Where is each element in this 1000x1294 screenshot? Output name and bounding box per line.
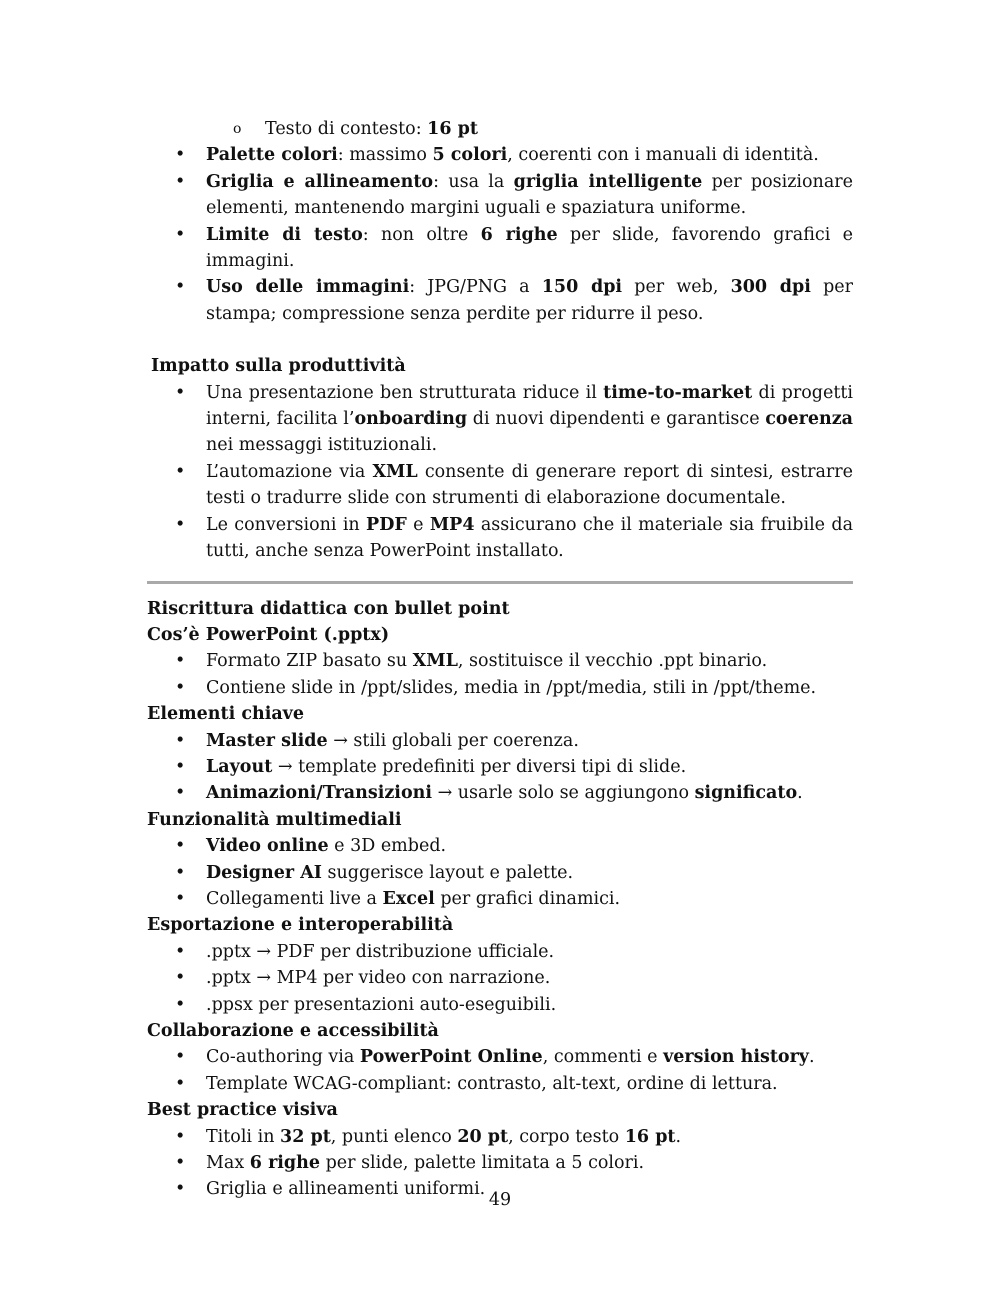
elementi-list [147, 728, 853, 807]
list-item: • Template WCAG-compliant: contrasto, alt-text, ordine di lettura. [147, 1071, 853, 1097]
list-item: • Layout → template predefiniti per diversi tipi di slide. [147, 754, 853, 780]
list-item: • Master slide → stili globali per coerenza. [147, 728, 853, 754]
list-item: • .ppsx per presentazioni auto-eseguibili. [147, 992, 853, 1018]
list-item: • Uso delle immagini: JPG/PNG a 150 dpi per web, 300 dpi per stampa; compressione senza perdite per ridurre il peso. [147, 274, 853, 327]
list-item: • Video online e 3D embed. [147, 833, 853, 859]
impatto-list [147, 380, 853, 565]
subsection-heading: Funzionalità multimediali [147, 809, 402, 830]
list-item: • Una presentazione ben strutturata riduce il time-to-market di progetti interni, facilita l’onboarding di nuovi dipendenti e garantisce coerenza nei messaggi istituzionali. [147, 380, 853, 459]
list-item: • Formato ZIP basato su XML, sostituisce il vecchio .ppt binario. [147, 648, 853, 674]
list-item: • Animazioni/Transizioni → usarle solo se aggiungono significato. [147, 780, 853, 806]
funzionalita-list [147, 833, 853, 912]
page-number: 49 [488, 1190, 512, 1210]
subsection-heading: Collaborazione e accessibilità [147, 1021, 439, 1041]
cose-list [147, 648, 853, 701]
subsection-heading: Esportazione e interoperabilità [147, 915, 454, 936]
list-item: • .pptx → MP4 per video con narrazione. [147, 965, 853, 991]
circle-bullet-icon: o [233, 121, 242, 137]
collaborazione-list [147, 1044, 853, 1097]
subsection-heading: Elementi chiave [147, 704, 304, 725]
section-heading: Impatto sulla produttività [151, 356, 406, 377]
horizontal-rule [147, 581, 853, 584]
list-item: • Palette colori: massimo 5 colori, coerenti con i manuali di identità. [147, 142, 853, 168]
list-item: • Griglia e allineamenti uniformi. [147, 1176, 853, 1202]
list-item: • L’automazione via XML consente di generare report di sintesi, estrarre testi o tradurre slide con strumenti di elaborazione documentale. [147, 459, 853, 512]
list-item: • Max 6 righe per slide, palette limitata a 5 colori. [147, 1150, 853, 1176]
list-item: • Co-authoring via PowerPoint Online, commenti e version history. [147, 1044, 853, 1070]
visual-rules-list [147, 142, 853, 327]
list-item: • Le conversioni in PDF e MP4 assicurano che il materiale sia fruibile da tutti, anche senza PowerPoint installato. [147, 512, 853, 565]
list-item: • Contiene slide in /ppt/slides, media in /ppt/media, stili in /ppt/theme. [147, 675, 853, 701]
subsection-heading: Best practice visiva [147, 1100, 338, 1121]
list-item: • Collegamenti live a Excel per grafici dinamici. [147, 886, 853, 912]
sub-list-item: o Testo di contesto: 16 pt [265, 116, 853, 142]
list-item: • Griglia e allineamento: usa la griglia intelligente per posizionare elementi, mantenendo margini uguali e spaziatura uniforme. [147, 169, 853, 222]
subsection-heading: Cos’è PowerPoint (.pptx) [147, 624, 390, 645]
list-item: • Limite di testo: non oltre 6 righe per slide, favorendo grafici e immagini. [147, 222, 853, 275]
page-content [147, 116, 853, 1203]
esportazione-list [147, 939, 853, 1018]
list-item: • Titoli in 32 pt, punti elenco 20 pt, corpo testo 16 pt. [147, 1124, 853, 1150]
list-item: • Designer AI suggerisce layout e palette. [147, 860, 853, 886]
list-item: • .pptx → PDF per distribuzione ufficiale. [147, 939, 853, 965]
section-heading: Riscrittura didattica con bullet point [147, 598, 510, 619]
